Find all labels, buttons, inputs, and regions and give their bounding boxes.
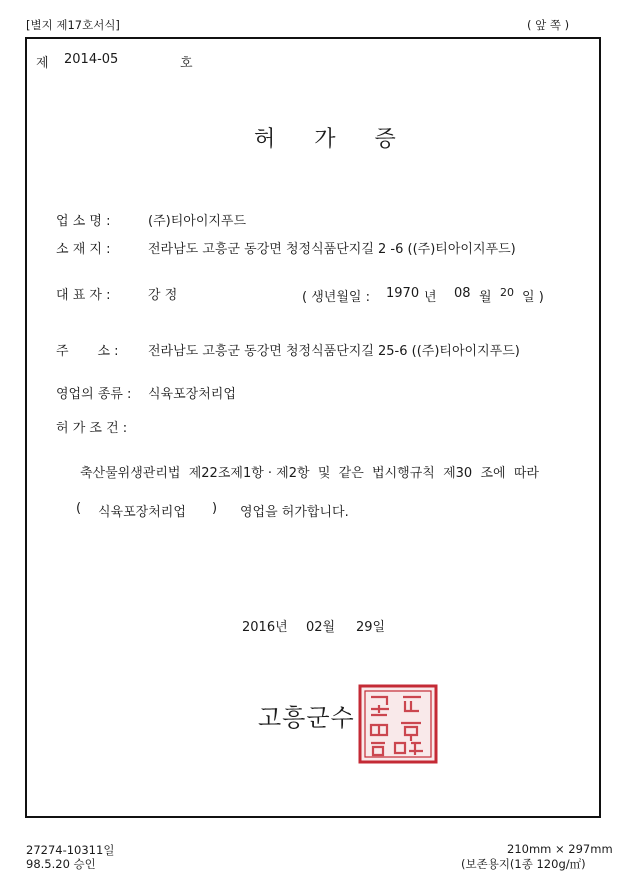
representative-label: 대 표 자 : [56, 288, 111, 303]
representative-value: 강 정 [148, 288, 178, 303]
permit-type-close-paren: ) [212, 501, 218, 516]
form-type-label: [별지 제17호서식] [26, 18, 120, 32]
birth-year: 1970 [386, 286, 420, 301]
footer-approval-date: 98.5.20 승인 [26, 857, 96, 871]
conditions-label: 허 가 조 건 : [56, 421, 128, 436]
business-type-label: 영업의 종류 : [56, 387, 132, 402]
footer-form-code: 27274-10311일 [26, 843, 115, 857]
issuer-name: 고흥군수 [258, 704, 355, 732]
business-type-value: 식육포장처리업 [148, 387, 236, 402]
page-side-label: ( 앞 쪽 ) [527, 18, 570, 32]
permit-type-open-paren: ( [76, 501, 82, 516]
birth-day: 20 [500, 286, 514, 299]
business-name-value: (주)티아이지푸드 [148, 214, 247, 229]
birth-month-unit: 월 [479, 290, 492, 305]
certificate-number: 2014-05 [64, 52, 119, 67]
birth-year-unit: 년 [424, 290, 437, 305]
address-label: 주 소 : [56, 344, 119, 359]
permit-type-value: 식육포장처리업 [98, 505, 186, 520]
location-value: 전라남도 고흥군 동강면 청정식품단지길 2 -6 ((주)티아이지푸드) [148, 242, 516, 257]
issue-day: 29일 [356, 620, 386, 635]
official-seal-stamp [357, 683, 439, 765]
number-prefix: 제 [36, 56, 49, 71]
document-title: 허 가 증 [254, 127, 412, 152]
issue-month: 02월 [306, 620, 336, 635]
birth-day-unit: 일 ) [522, 290, 544, 305]
permit-statement-line1: 축산물위생관리법 제22조제1항 · 제2항 및 같은 법시행규칙 제30 조에 따라 [80, 466, 539, 481]
birth-month: 08 [454, 286, 471, 301]
birth-date-prefix: ( 생년월일 : [302, 290, 370, 305]
issue-year: 2016년 [242, 620, 288, 635]
address-value: 전라남도 고흥군 동강면 청정식품단지길 25-6 ((주)티아이지푸드) [148, 344, 520, 359]
footer-paper-size: 210mm × 297mm [507, 842, 613, 856]
business-name-label: 업 소 명 : [56, 214, 111, 229]
number-suffix: 호 [180, 56, 193, 71]
location-label: 소 재 지 : [56, 242, 111, 257]
permit-statement-line2: 영업을 허가합니다. [240, 505, 349, 520]
footer-paper-type: (보존용지(1종 120g/㎡) [461, 857, 586, 871]
